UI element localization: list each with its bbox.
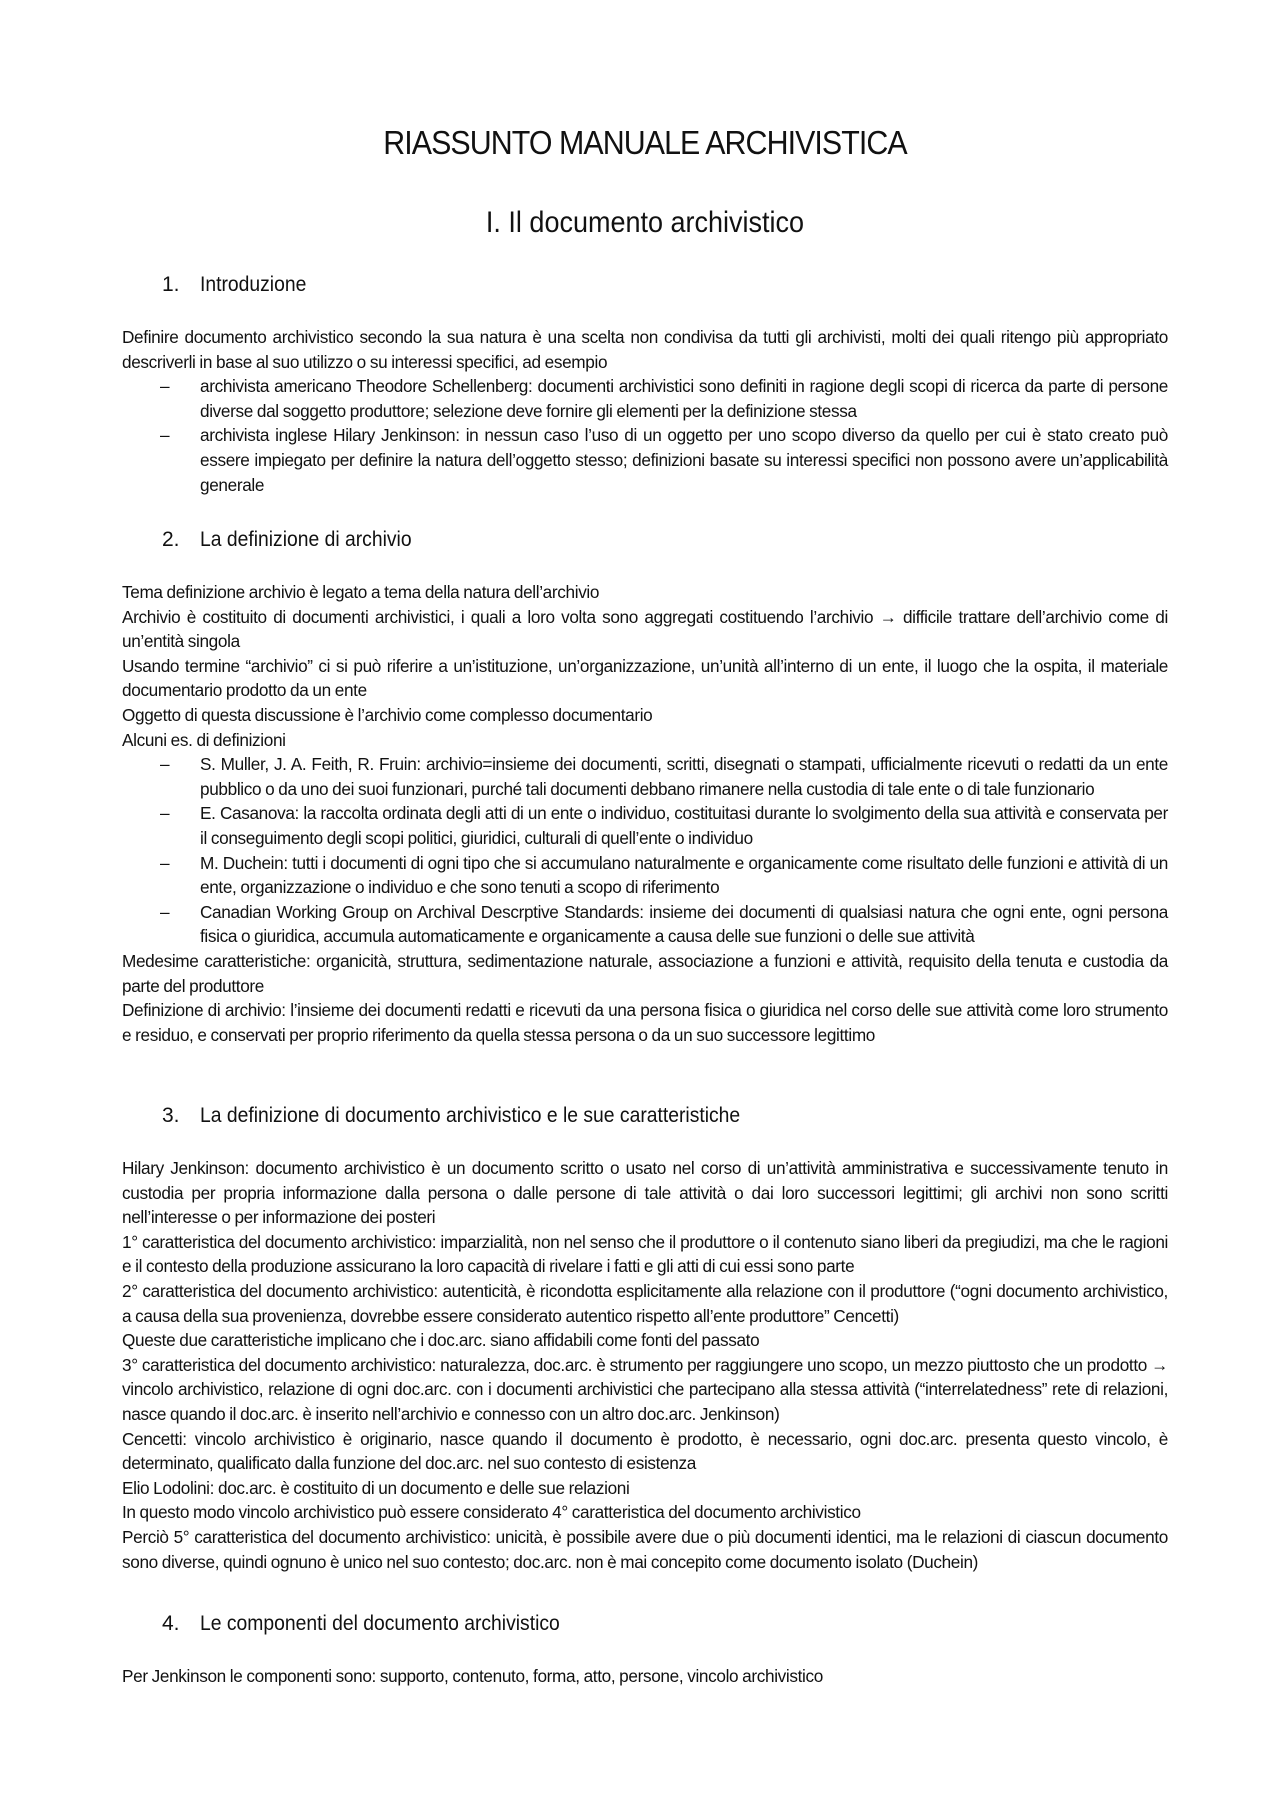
list-item <box>122 423 1168 497</box>
list-item-text: archivista americano Theodore Schellenberg: documenti archivistici sono definiti in ragione degli scopi di ricerca da parte di persone diverse dal soggetto produttore; selezione deve fornire gli elementi per la definizione stessa <box>200 376 1168 421</box>
section-title: Introduzione <box>200 273 307 296</box>
list-item-text: E. Casanova: la raccolta ordinata degli atti di un ente o individuo, costituitasi durante lo svolgimento della sua attività e conservata per il conseguimento degli scopi politici, giuridici, culturali di quell’ente o individuo <box>200 803 1168 848</box>
list-item-text: Canadian Working Group on Archival Descrptive Standards: insieme dei documenti di qualsiasi natura che ogni ente, ogni persona fisica o giuridica, accumula automaticamente e organicamente a causa delle sue funzioni o delle sue attività <box>200 901 1168 947</box>
section-title: La definizione di documento archivistico e le sue caratteristiche <box>200 1104 741 1127</box>
list-item-text: M. Duchein: tutti i documenti di ogni tipo che si accumulano naturalmente e organicamente come risultato delle funzioni e attività di un ente, organizzazione o individuo e che sono tenuti a scopo di riferimento <box>200 852 1168 898</box>
paragraph: Hilary Jenkinson: documento archivistico è un documento scritto o usato nel corso di un’attività amministrativa e successivamente tenuto in custodia per propria informazione dalla persona o dalle persone di tale attività o dai loro successori legittimi; gli archivi non sono scritti nell’interesse o per informazione dei posteri <box>122 1158 1168 1228</box>
paragraph: Alcuni es. di definizioni <box>122 729 286 750</box>
paragraph: Archivio è costituito di documenti archivistici, i quali a loro volta sono aggregati costituendo l’archivio → difficile trattare dell’archivio come di un’entità singola <box>122 606 1168 652</box>
document-title: RIASSUNTO MANUALE ARCHIVISTICA <box>383 124 907 161</box>
paragraph: Per Jenkinson le componenti sono: supporto, contenuto, forma, atto, persone, vincolo archivistico <box>122 1666 823 1686</box>
paragraph: Definire documento archivistico secondo la sua natura è una scelta non condivisa da tutti gli archivisti, molti dei quali ritengo più appropriato descriverli in base al suo utilizzo o su interessi specifici, ad esempio <box>122 327 1168 372</box>
paragraph: Usando termine “archivio” ci si può riferire a un’istituzione, un’organizzazione, un’unità all’interno di un ente, il luogo che la ospita, il materiale documentario prodotto da un ente <box>122 655 1168 701</box>
paragraph: 1° caratteristica del documento archivistico: imparzialità, non nel senso che il produttore o il contenuto siano liberi da pregiudizi, ma che le ragioni e il contesto della produzione assicurano la loro capacità di rivelare i fatti e gli atti di cui essi sono parte <box>122 1231 1168 1277</box>
paragraph: Perciò 5° caratteristica del documento archivistico: unicità, è possibile avere due o più documenti identici, ma le relazioni di ciascun documento sono diverse, quindi ognuno è unico nel suo contesto; doc.arc. non è mai concepito come documento isolato (Duchein) <box>122 1526 1168 1572</box>
list-item-text: S. Muller, J. A. Feith, R. Fruin: archivio=insieme dei documenti, scritti, disegnati o stampati, ufficialmente ricevuti o redatti da un ente pubblico o da uno dei suoi funzionari, purché tali documenti debbano rimanere nella custodia di tale ente o di tale funzionario <box>200 754 1168 799</box>
list-item <box>122 801 1168 850</box>
paragraph: Definizione di archivio: l’insieme dei documenti redatti e ricevuti da una persona fisica o giuridica nel corso delle sue attività come loro strumento e residuo, e conservati per proprio riferimento da quella stessa persona o da un suo successore legittimo <box>122 1000 1168 1045</box>
paragraph: Medesime caratteristiche: organicità, struttura, sedimentazione naturale, associazione a funzioni e attività, requisito della tenuta e custodia da parte del produttore <box>122 950 1168 996</box>
section-title: Le componenti del documento archivistico <box>200 1612 560 1635</box>
section-number: 1. <box>162 273 180 296</box>
list-item <box>122 374 1168 423</box>
section-componenti <box>122 1612 1168 1689</box>
list-item-text: archivista inglese Hilary Jenkinson: in nessun caso l’uso di un oggetto per uno scopo diverso da quello per cui è stato creato può essere impiegato per definire la natura dell’oggetto stesso; definizioni basate su interessi specifici non possono avere un’applicabilità generale <box>200 425 1168 495</box>
list-item <box>122 900 1168 949</box>
list-item <box>122 752 1168 801</box>
dash-bullet-icon: – <box>160 901 170 922</box>
section-definizione-archivio <box>122 528 1168 1047</box>
chapter-heading: I. Il documento archivistico <box>485 206 805 239</box>
section-number: 4. <box>162 1612 180 1635</box>
section-number: 2. <box>162 528 180 551</box>
paragraph: Tema definizione archivio è legato a tema della natura dell’archivio <box>122 582 600 602</box>
section-heading <box>122 528 1168 552</box>
list-item <box>122 851 1168 900</box>
section-number: 3. <box>162 1104 180 1127</box>
dash-bullet-icon: – <box>160 425 170 446</box>
paragraph: Queste due caratteristiche implicano che i doc.arc. siano affidabili come fonti del passato <box>122 1330 760 1351</box>
section-documento-archivistico <box>122 1104 1168 1574</box>
dash-bullet-icon: – <box>160 803 170 824</box>
section-heading <box>122 1104 1168 1128</box>
section-title: La definizione di archivio <box>200 528 412 551</box>
paragraph: Cencetti: vincolo archivistico è originario, nasce quando il documento è prodotto, è necessario, ogni doc.arc. presenta questo vincolo, è determinato, qualificato dalla funzione del doc.arc. nel suo contesto di esistenza <box>122 1428 1168 1474</box>
section-heading <box>122 273 1168 297</box>
paragraph: Elio Lodolini: doc.arc. è costituito di un documento e delle sue relazioni <box>122 1477 630 1498</box>
section-heading <box>122 1612 1168 1636</box>
section-introduzione <box>122 273 1168 497</box>
paragraph: 2° caratteristica del documento archivistico: autenticità, è ricondotta esplicitamente alla relazione con il produttore (“ogni documento archivistico, a causa della sua provenienza, dovrebbe essere considerato autentico rispetto all’ente produttore” Cencetti) <box>122 1280 1168 1326</box>
dash-bullet-icon: – <box>160 754 170 775</box>
paragraph: Oggetto di questa discussione è l’archivio come complesso documentario <box>122 704 653 725</box>
paragraph: In questo modo vincolo archivistico può essere considerato 4° caratteristica del documento archivistico <box>122 1502 861 1523</box>
dash-bullet-icon: – <box>160 852 170 873</box>
paragraph: 3° caratteristica del documento archivistico: naturalezza, doc.arc. è strumento per raggiungere uno scopo, un mezzo piuttosto che un prodotto → vincolo archivistico, relazione di ogni doc.arc. con i documenti archivistici che partecipano alla stessa attività (“interrelatedness” rete di relazioni, nasce quando il doc.arc. è inserito nell’archivio e connesso con un altro doc.arc. Jenkinson) <box>122 1354 1168 1424</box>
dash-bullet-icon: – <box>160 376 170 397</box>
